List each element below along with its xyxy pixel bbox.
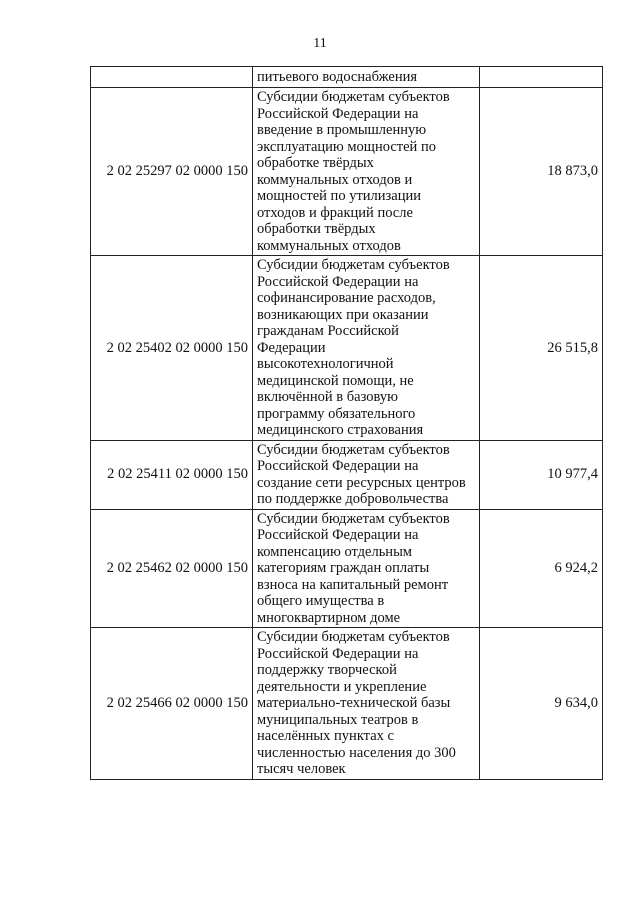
code-cell: 2 02 25297 02 0000 150 [91, 88, 253, 256]
table-row [91, 256, 603, 441]
name-cell [253, 440, 480, 509]
table-row [91, 509, 603, 628]
amount-cell: 26 515,8 [480, 256, 603, 441]
name-cell [253, 88, 480, 256]
code-cell [91, 67, 253, 88]
amount-cell: 18 873,0 [480, 88, 603, 256]
name-text: Субсидии бюджетам субъектов Российской Федерации на компенсацию отдельным категориям граждан оплаты взноса на капитальный ремонт общего имущества в многоквартирном доме [257, 510, 450, 626]
table-row [91, 628, 603, 780]
amount-cell: 9 634,0 [480, 628, 603, 780]
amount-cell: 6 924,2 [480, 509, 603, 628]
code-cell: 2 02 25466 02 0000 150 [91, 628, 253, 780]
name-text: Субсидии бюджетам субъектов Российской Федерации на создание сети ресурсных центров по поддержке добровольчества [257, 441, 466, 507]
budget-table [90, 66, 603, 780]
amount-cell: 10 977,4 [480, 440, 603, 509]
name-cell [253, 628, 480, 780]
name-text: Субсидии бюджетам субъектов Российской Федерации на поддержку творческой деятельности и укрепление материально-технической базы муниципальных театров в населённых пунктах с численностью населения до 300 тысяч человек [257, 629, 456, 777]
table-row [91, 88, 603, 256]
code-cell: 2 02 25411 02 0000 150 [91, 440, 253, 509]
table-row [91, 440, 603, 509]
name-cell [253, 509, 480, 628]
code-cell: 2 02 25402 02 0000 150 [91, 256, 253, 441]
name-cell [253, 67, 480, 88]
name-cell [253, 256, 480, 441]
page-number: 11 [313, 36, 327, 51]
amount-cell [480, 67, 603, 88]
table-row-continuation [91, 67, 603, 88]
name-text: Субсидии бюджетам субъектов Российской Федерации на введение в промышленную эксплуатацию мощностей по обработке твёрдых коммунальных отходов и мощностей по утилизации отходов и фракций после обработки твёрдых коммунальных отходов [257, 89, 450, 254]
name-text: Субсидии бюджетам субъектов Российской Федерации на софинансирование расходов, возникающих при оказании гражданам Российской Федерации высокотехнологичной медицинской помощи, не включённой в базовую программу обязательного медицинского страхования [257, 257, 450, 438]
name-text: питьевого водоснабжения [257, 68, 418, 85]
code-cell: 2 02 25462 02 0000 150 [91, 509, 253, 628]
